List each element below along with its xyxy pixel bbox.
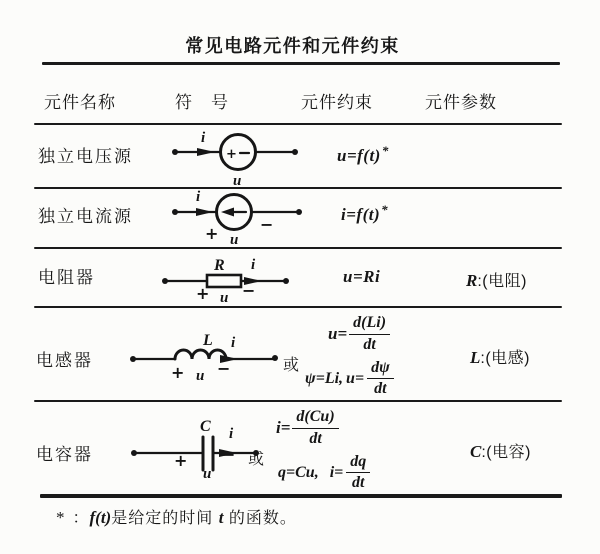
- terminal-dot: [272, 355, 278, 361]
- constraint-resistor: [343, 267, 380, 287]
- table-footnote: [56, 505, 297, 528]
- rule-top-thick: [42, 62, 560, 65]
- voltage-source-symbol: [163, 121, 303, 189]
- equation-alt: [305, 360, 394, 399]
- fraction-denominator: dt: [374, 380, 387, 398]
- plus-sign: +: [196, 284, 210, 303]
- equation-lhs: u=: [327, 324, 348, 344]
- plus-sign: +: [226, 147, 237, 162]
- plus-sign: +: [205, 224, 219, 243]
- inductor-equation-1: [283, 315, 435, 354]
- current-label: i: [231, 335, 236, 351]
- fraction-denominator: dt: [352, 474, 365, 492]
- current-label: i: [251, 257, 256, 273]
- footnote-colon: ：: [72, 510, 90, 527]
- constraint-voltage-source: [337, 143, 389, 166]
- row-name-capacitor: 电容器: [36, 445, 93, 464]
- current-source-symbol: [163, 186, 308, 246]
- footnote-text-1: 是给定的时间: [111, 510, 214, 527]
- voltage-label: u: [230, 232, 239, 248]
- footnote-text-2: 的函数。: [228, 510, 297, 527]
- equation-text: u=Ri: [343, 267, 381, 286]
- plus-sign: +: [171, 363, 185, 382]
- rule-row3: [34, 306, 562, 308]
- parameter-name: :(电感): [480, 350, 530, 367]
- fraction-numerator: d(Cu): [292, 409, 338, 429]
- constraint-inductor: [283, 315, 435, 398]
- terminal-dot: [296, 209, 302, 215]
- constraint-capacitor: [248, 409, 433, 492]
- parameter-inductor: [470, 345, 530, 368]
- terminal-dot: [292, 149, 298, 155]
- equation-lhs: i=: [329, 463, 344, 481]
- parameter-resistor: [466, 268, 527, 291]
- minus-sign: −: [260, 215, 274, 234]
- fraction: [367, 360, 394, 399]
- current-label: i: [196, 189, 201, 205]
- parameter-capacitor: [470, 439, 531, 462]
- parameter-name: :(电阻): [477, 273, 527, 290]
- capacitance-label: C: [200, 418, 211, 435]
- column-header-symbol: 符 号: [175, 93, 229, 112]
- equation-lhs: i=: [276, 418, 291, 438]
- current-arrow: [196, 208, 213, 216]
- capacitor-equation-2: [248, 449, 433, 493]
- voltage-label: u: [233, 173, 242, 189]
- parameter-name: :(电容): [481, 444, 531, 461]
- inductance-label: L: [203, 332, 213, 349]
- row-name-resistor: 电阻器: [38, 268, 95, 287]
- footnote-star: *: [381, 143, 389, 158]
- constraint-current-source: [341, 202, 389, 225]
- footnote-function: f(t): [89, 508, 112, 527]
- fraction-denominator: dt: [363, 335, 376, 353]
- plus-sign: +: [174, 451, 188, 470]
- voltage-label: u: [220, 290, 229, 306]
- fraction: [346, 454, 370, 493]
- table-title: 常见电路元件和元件约束: [185, 36, 400, 56]
- rule-row4: [34, 400, 562, 402]
- or-label: 或: [283, 356, 300, 374]
- parameter-symbol: C: [470, 442, 482, 461]
- rule-bottom-thick: [40, 494, 562, 498]
- terminal-dot: [283, 278, 289, 284]
- inductor-symbol: [123, 329, 283, 385]
- row-name-inductor: 电感器: [36, 351, 93, 370]
- voltage-label: u: [203, 466, 212, 482]
- equation-pre: ψ=Li,: [305, 369, 344, 387]
- current-label: i: [201, 130, 206, 146]
- fraction-numerator: dψ: [367, 360, 394, 380]
- resistor-symbol: [148, 249, 310, 305]
- equation-text: i=f(t): [341, 205, 381, 224]
- voltage-label: u: [196, 368, 205, 384]
- row-name-current-source: 独立电流源: [38, 207, 133, 226]
- column-header-name: 元件名称: [44, 93, 116, 112]
- minus-sign: −: [222, 445, 236, 464]
- fraction-numerator: dq: [346, 454, 370, 474]
- current-arrow: [197, 148, 215, 156]
- row-name-voltage-source: 独立电压源: [38, 147, 133, 166]
- fraction: [292, 409, 338, 448]
- or-label: 或: [248, 450, 265, 468]
- coil: [175, 350, 226, 359]
- parameter-symbol: L: [470, 348, 481, 367]
- equation-pre: q=Cu,: [278, 463, 319, 481]
- parameter-symbol: R: [466, 271, 478, 290]
- current-label: i: [229, 426, 234, 442]
- equation-text: u=f(t): [337, 146, 381, 165]
- fraction-denominator: dt: [309, 429, 322, 447]
- footnote-star: *: [381, 202, 389, 217]
- capacitor-equation-1: [248, 409, 433, 448]
- resistor-box: [207, 275, 241, 287]
- resistance-label: R: [214, 257, 225, 274]
- footnote-variable-t: t: [218, 508, 224, 527]
- minus-sign: −: [217, 359, 231, 378]
- fraction-numerator: d(Li): [349, 315, 390, 335]
- inductor-equation-2: [283, 355, 435, 399]
- minus-sign: −: [242, 281, 256, 300]
- footnote-marker: *: [56, 508, 66, 527]
- equation-lhs: u=: [346, 369, 365, 387]
- equation-alt: [278, 454, 370, 493]
- fraction: [349, 315, 390, 354]
- column-header-parameter: 元件参数: [425, 93, 497, 112]
- inner-arrow-head: [221, 208, 234, 217]
- column-header-constraint: 元件约束: [301, 93, 373, 112]
